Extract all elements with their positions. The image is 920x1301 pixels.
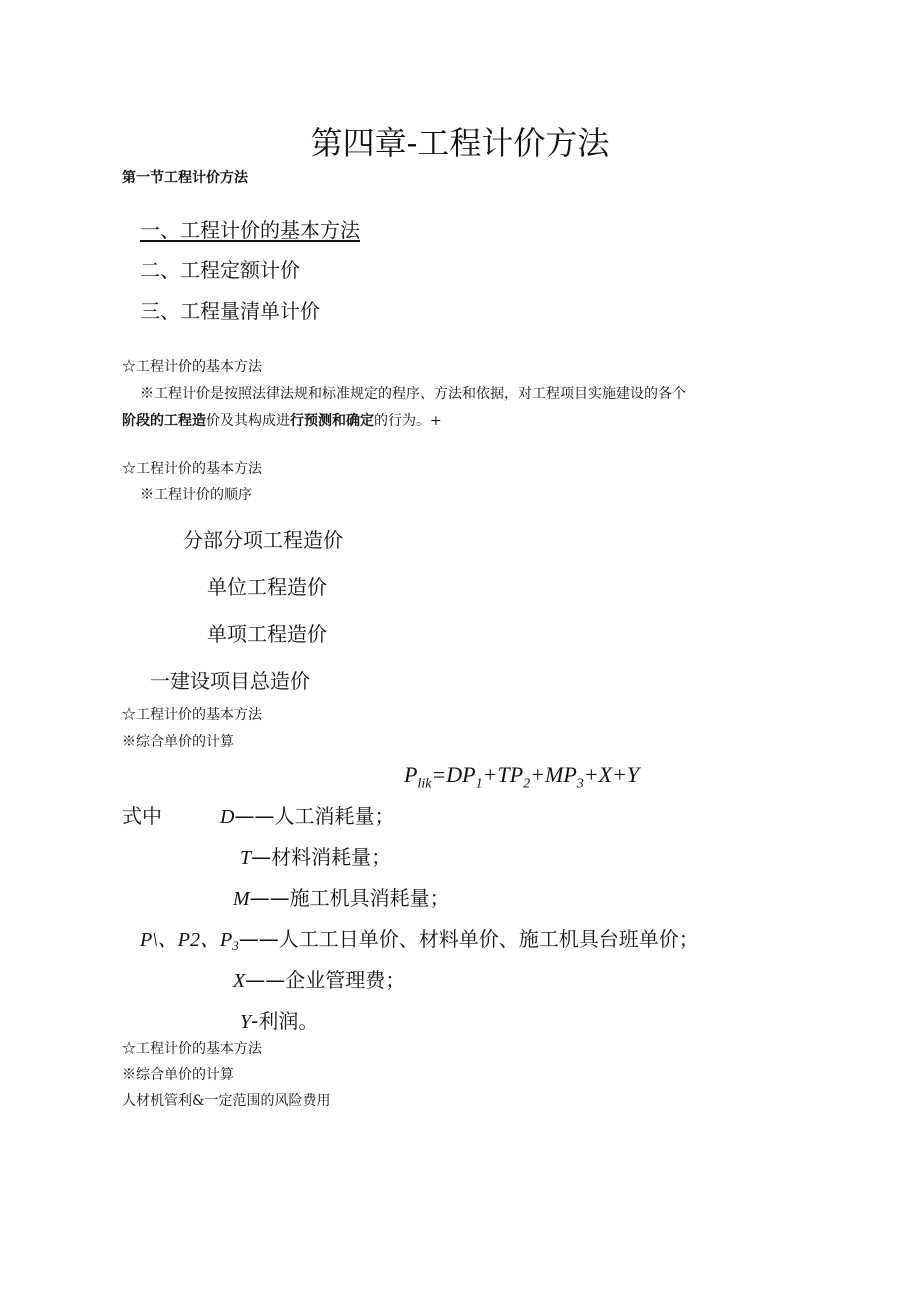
note-definition-line1: ※工程计价是按照法律法规和标准规定的程序、方法和依据，对工程项目实施建设的各个 [140,386,686,402]
note-unit-price: ※综合单价的计算 [122,734,234,750]
def-part-2: 价及其构成进 [206,413,290,429]
sequence-item-4: 一建设项目总造价 [150,669,310,693]
definition-y: Y-利润。 [240,1009,319,1033]
outline-item-1: 一、工程计价的基本方法 [140,218,360,242]
star-heading-3: ☆工程计价的基本方法 [122,707,262,723]
def-part-4: 的行为。+ [374,413,442,429]
definition-m: M——施工机具消耗量； [233,886,450,910]
def-part-3: 行预测和确定 [290,413,374,429]
star-heading-4: ☆工程计价的基本方法 [122,1041,262,1057]
outline-item-2: 二、工程定额计价 [140,258,300,282]
note-unit-price-2: ※综合单价的计算 [122,1067,234,1083]
definition-p: P\、P2、$P_3——$人工工日单价、材料单价、施工机具台班单价； [140,927,699,954]
cost-components-line: 人材机管利&一定范围的风险费用 [122,1093,331,1109]
where-label: 式中 [122,804,162,828]
sequence-item-3: 单项工程造价 [207,622,327,646]
outline-item-3: 三、工程量清单计价 [140,299,320,323]
sequence-item-1: 分部分项工程造价 [183,528,343,552]
definition-d: D——人工消耗量； [220,804,395,828]
star-heading-2: ☆工程计价的基本方法 [122,461,262,477]
definition-x: X——企业管理费； [233,968,406,992]
note-definition-line2 [122,411,442,431]
def-part-1: 阶段的工程造 [122,413,206,429]
note-sequence: ※工程计价的顺序 [140,487,252,503]
unit-price-formula: $P_{lik}=DP_1+TP_2+MP_3+X+Y$ [404,762,640,792]
section-heading: 第一节工程计价方法 [122,170,248,186]
page-title: 第四章-工程计价方法 [310,124,610,162]
sequence-item-2: 单位工程造价 [207,575,327,599]
definition-t: T—材料消耗量； [240,845,392,869]
star-heading-1: ☆工程计价的基本方法 [122,359,262,375]
